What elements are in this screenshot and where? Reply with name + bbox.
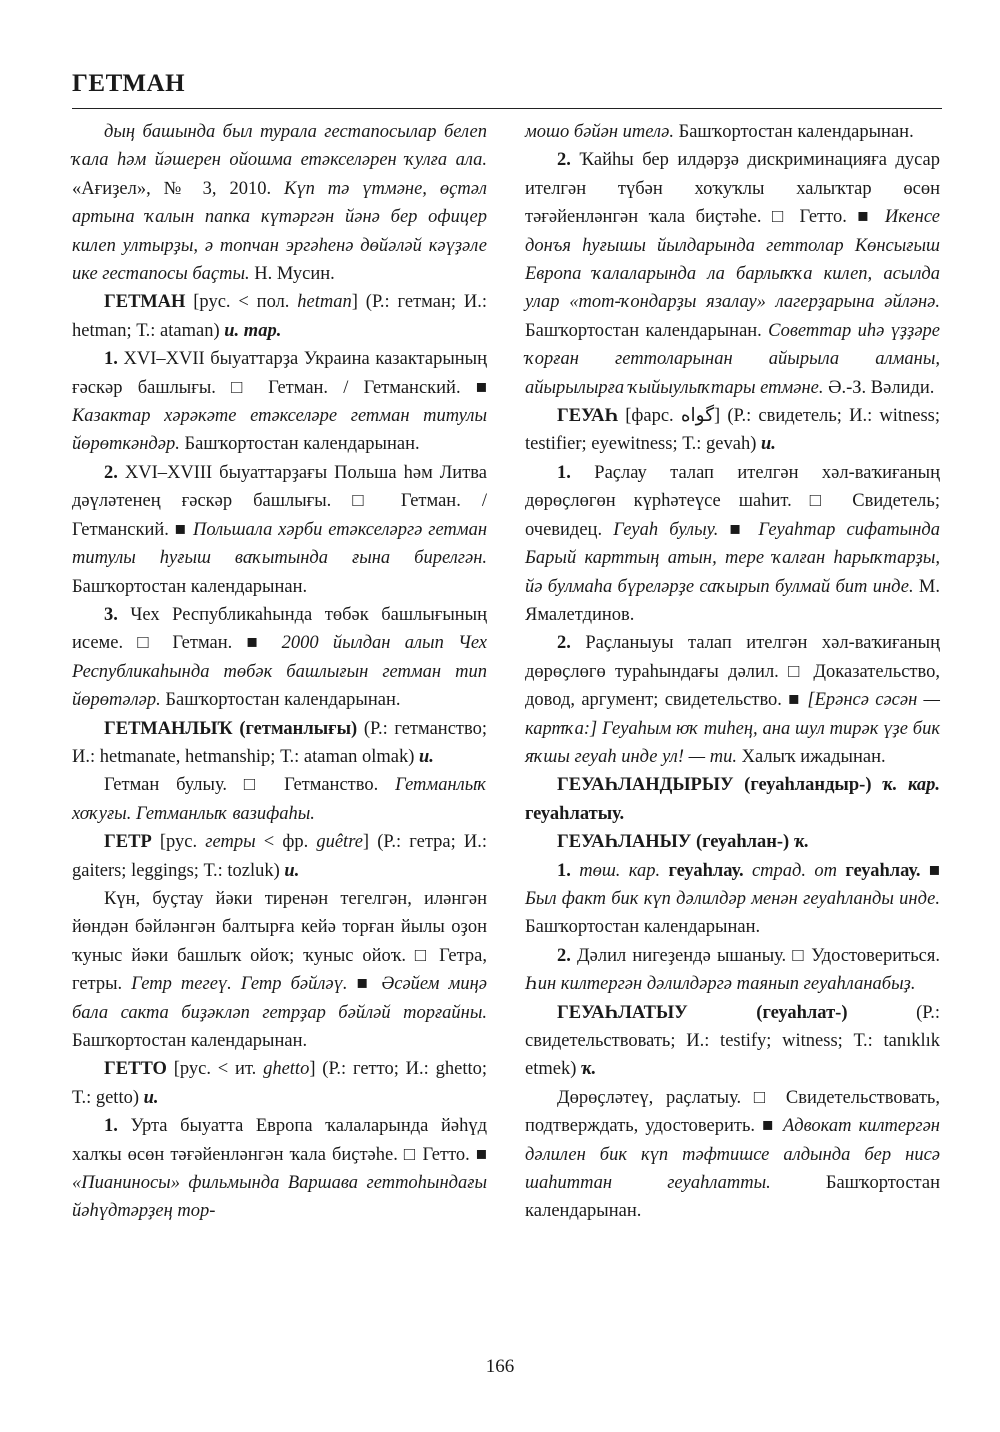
- dictionary-paragraph: 1. Раҫлау талап ителгән хәл-ваҡиғаның дөрөҫлөгөн күрһәтеүсе шаһит. □ Свидетель; очевидец. Геуаһ булыу. ■ Геуаһтар сифатында Барый карттың атын, тере ҡалған һарыҡтарҙы, йә булмаһа бүреләрҙе саҡырып булмай бит инде. М. Ямалетдинов.: [525, 462, 941, 625]
- dictionary-paragraph: ГЕТР [рус. гетры < фр. guêtre] (Р.: гетра; И.: gaiters; leggings; Т.: tozluk) и.: [72, 832, 487, 881]
- dictionary-paragraph: ГЕТМАНЛЫҠ (гетманлығы) (Р.: гетманство; И.: hetmanate, hetmanship; Т.: ataman olmak) и.: [72, 718, 487, 767]
- dictionary-paragraph: ГЕТМАН [рус. < пол. hetman] (Р.: гетман; И.: hetman; Т.: ataman) и. тар.: [72, 292, 487, 341]
- dictionary-paragraph: ГЕТТО [рус. < ит. ghetto] (Р.: гетто; И.: ghetto; Т.: getto) и.: [72, 1059, 487, 1108]
- dictionary-paragraph: ГЕУАҺЛАНДЫРЫУ (геуаһландыр-) ҡ. кар. геуаһлатыу.: [525, 775, 940, 824]
- dictionary-paragraph: Гетман булыу. □ Гетманство. Гетманлыҡ хоҡуғы. Гетманлыҡ вазифаһы.: [72, 775, 487, 824]
- dictionary-paragraph: ГЕУАҺ [фарс. گواه] (Р.: свидетель; И.: witness; testifier; eyewitness; Т.: gevah) и.: [525, 406, 940, 455]
- dictionary-paragraph: 1. төш. кар. геуаһлау. страд. от геуаһлау. ■ Был факт бик күп дәлилдәр менән геуаһланды инде. Башҡортостан календарынан.: [525, 860, 941, 938]
- dictionary-paragraph: 2. Раҫланыуы талап ителгән хәл-ваҡиғаның дөрөҫлөгө тураһындағы дәлил. □ Доказательство, довод, аргумент; свидетельство. ■ [Ерәнсә сәсән — картҡа:] Геуаһым юҡ тиһең, ана шул тирәк үҙе бик яҡшы геуаһ инде ул! — ти. Халыҡ ижадынан.: [525, 633, 940, 767]
- dictionary-paragraph: ГЕУАҺЛАТЫУ (геуаһлат-) (Р.: свидетельствовать; И.: testify; witness; Т.: tanıklık etmek) ҡ.: [525, 1002, 940, 1080]
- dictionary-paragraph: Күн, буҫтау йәки тиренән тегелгән, иләнгән йөндән бәйләнгән балтырға кейә торған йылы оҙон ҡуныс йәки башлыҡ ойоҡ; ҡуныс ойоҡ. □ Гетра, гетры. Гетр тегеү. Гетр бәйләү. ■ Әсәйем миңә бала сакта биҙәкләп гетрҙар бәйләй торғайны. Башҡортостан календарынан.: [72, 888, 488, 1051]
- dictionary-paragraph: 2. Дәлил нигеҙендә ышаныу. □ Удостовериться. Һин килтергән дәлилдәргә таянып геуаһланабыҙ.: [525, 945, 940, 995]
- page-number: 166: [485, 1356, 515, 1377]
- dictionary-paragraph: 1. XVI–XVII быуаттарҙа Украина казактарының ғәскәр башлығы. □ Гетман. / Гетманский. ■ Казактар хәрәкәте етәкселәре гетман титулы йөрөткәндәр. Башҡортостан календарынан.: [72, 349, 487, 455]
- header-rule: [72, 108, 942, 109]
- running-head: ГЕТМАН: [72, 70, 186, 97]
- dictionary-paragraph: 2. Ҡайһы бер илдәрҙә дискриминацияға дусар ителгән түбән хоҡуҡлы халыҡтар өсөн тәғәйенләнгән ҡала биҫтәһе. □ Гетто. ■ Икенсе донъя һуғышы йылдарында геттолар Көнсығыш Европа ҡалаларында ла барлыҡҡа килеп, асылда улар «тот-ҡондарҙы язалау» лагерҙарына әйләнә. Башҡортостан календарынан. Советтар иһә үҙҙәре ҡорған геттоларынан айырыла алманы, айырылырға ҡыйыулыҡтары етмәне. Ә.-З. Вәлиди.: [525, 150, 940, 398]
- dictionary-paragraph: 1. Урта быуатта Европа ҡалаларында йәһүд халҡы өсөн тәғәйенләнгән ҡала биҫтәһе. □ Гетто. ■ «Пианиносы» фильмында Варшава геттоһындағы йәһүдтәрҙең тор-: [72, 1116, 487, 1222]
- dictionary-paragraph: 2. XVI–XVIII быуаттарҙағы Польша һәм Литва дәүләтенең ғәскәр башлығы. □ Гетман. / Гетманский. ■ Польшала хәрби етәкселәргә гетман титулы һуғыш ваҡытында ғына бирелгән. Башҡортостан календарынан.: [72, 462, 488, 597]
- dictionary-paragraph: Дөрөҫләтеү, раҫлатыу. □ Свидетельствовать, подтверждать, удостоверить. ■ Адвокат килтергән дәлилен бик күп тәфтишсе алдында бер нисә шаһиттан геуаһлатты. Башҡортостан календарынан.: [525, 1087, 940, 1222]
- dictionary-paragraph: мошо бәйән ителә. Башҡортостан календарынан.: [525, 122, 914, 142]
- right-column: [525, 118, 940, 1226]
- dictionary-paragraph: 3. Чех Республикаһында төбәк башлығының исеме. □ Гетман. ■ 2000 йылдан алып Чех Республикаһында төбәк башлығын гетман тип йөрөтәләр. Башҡортостан календарынан.: [72, 604, 487, 711]
- dictionary-paragraph: ГЕУАҺЛАНЫУ (геуаһлан-) ҡ.: [557, 832, 810, 853]
- left-column: [72, 118, 487, 1226]
- dictionary-paragraph: дың башында был турала гестапосылар белеп ҡала һәм йәшерен ойошма етәкселәрен ҡулға ала. «Ағиҙел», № 3, 2010. Күп тә үтмәне, өҫтәл артына ҡалын папка күтәргән йәнә бер офицер килеп ултырҙы, ә топчан эргәһенә дөйәләй кәүҙәле ике гестапосы баҫты. Н. Мусин.: [72, 122, 487, 285]
